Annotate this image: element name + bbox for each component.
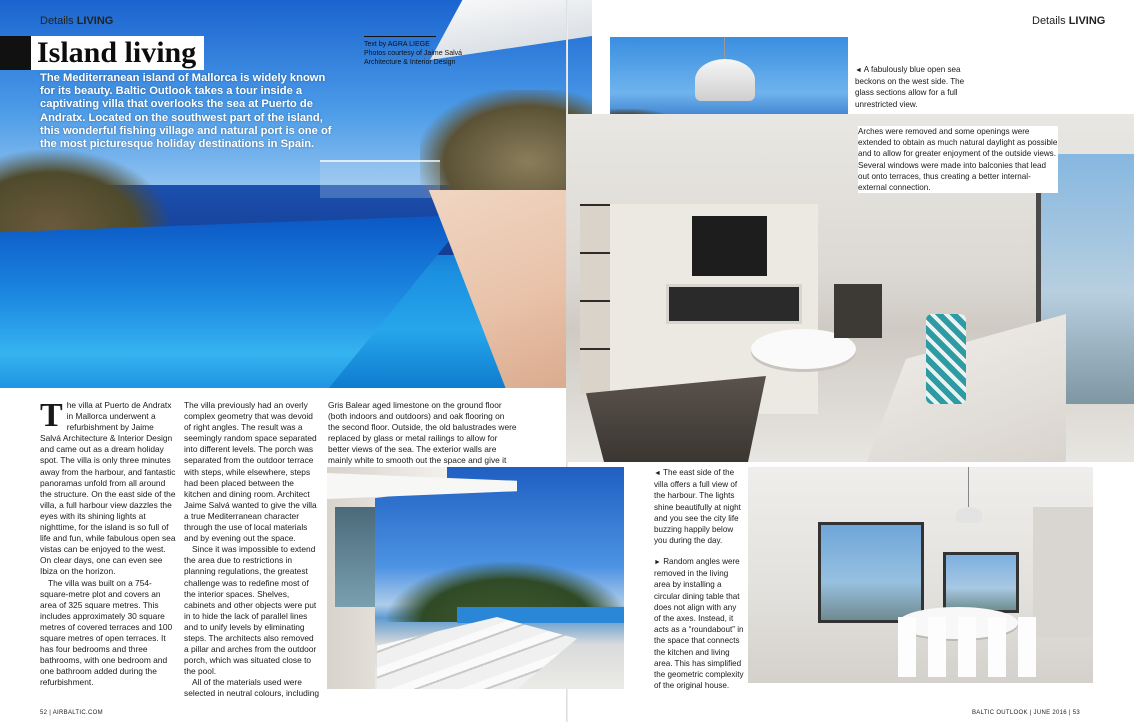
intro-paragraph: The Mediterranean island of Mallorca is widely known for its beauty. Baltic Outlook takes a tour inside a captivating villa that overlooks the sea at Puerto de Andratx. Located on the southwest part of the island, this wonderful fishing village and natural port is one of the most picturesque holiday destinations in Spain. — [40, 72, 332, 151]
credit-rule — [364, 36, 436, 37]
section-label-left — [40, 15, 113, 27]
title-box — [31, 36, 204, 70]
body-paragraph: Since it was impossible to extend the area due to restrictions in planning regulations, the greatest challenge was to redefine most of the interior spaces. Shelves, cabinets and other objects were put in to hide the lack of parallel lines and to unify levels by eliminating steps. The architects also removed a pillar and arches from the outdoor porch, which was situated close to the pool. — [184, 544, 317, 677]
body-paragraph: The villa was built on a 754-square-metre plot and covers an area of 325 square metres. This includes approximately 30 square metres of covered terraces and 100 square metres of open terraces. It has four bedrooms and three bathrooms, with one bedroom and one bathroom added during the refurbishment. — [40, 577, 173, 688]
living-tv — [692, 216, 767, 276]
body-paragraph: The villa previously had an overly complex geometry that was devoid of right angles. The result was a seemingly random space separated into different levels. The porch was separated from the outdoor terrace with steps, while elsewhere, steps had been placed between the kitchen and dining room. Architect Jaime Salvá wanted to give the villa a true Mediterranean character through the use of local materials and by evening out the space. — [184, 400, 317, 544]
caption-random-angles — [654, 556, 744, 691]
lamp-cord — [724, 37, 725, 59]
caption-arrow-right-icon: ► — [654, 559, 661, 566]
section-name: LIVING — [1068, 15, 1106, 27]
dining-window-2 — [943, 552, 1019, 613]
living-sofa — [866, 314, 1066, 462]
hero-glass-railing — [320, 160, 440, 198]
body-column-2 — [184, 400, 320, 700]
caption-text: Random angles were removed in the living area by installing a circular dining table that does not align with any of the axes. Instead, it acts as a “roundabout” in the space that connects the kitchen and living area. This has simplified the geometric complexity of the original house. — [654, 557, 744, 691]
section-name: LIVING — [76, 15, 114, 27]
villa-sun-loungers — [377, 617, 577, 689]
body-paragraph — [40, 397, 176, 578]
caption-text: The east side of the villa offers a full view of the harbour. The lights shine beautifully at night and you see the city life buzzing happily below you during the day. — [654, 468, 741, 546]
caption-arrow-left-icon: ◄ — [855, 67, 862, 74]
caption-east-side — [654, 467, 744, 546]
folio-left: 52 | AIRBALTIC.COM — [40, 710, 103, 716]
drop-cap: T — [40, 397, 63, 434]
section-prefix: Details — [1032, 15, 1066, 27]
body-paragraph: Gris Balear aged limestone on the ground floor (both indoors and outdoors) and oak flooring on the second floor. Outside, the old balustrades were replaced by glass or metal railings to allow for better views of the sea. The exterior walls are mainly white to smooth out the space and give it — [328, 400, 517, 466]
title-accent-bar — [0, 36, 34, 70]
credit-photos: Photos courtesy of Jaime Salvá — [364, 50, 463, 57]
section-prefix: Details — [40, 15, 74, 27]
pendant-lamp — [695, 59, 755, 101]
living-shelves — [580, 204, 610, 394]
credit-author: Text by AGRA LIEGE — [364, 41, 430, 48]
photo-credit — [364, 40, 484, 67]
caption-sea-view — [855, 64, 967, 110]
body-column-1 — [40, 397, 176, 688]
villa-window — [335, 507, 375, 607]
dining-chairs — [898, 617, 1048, 677]
pendant-lamp — [956, 507, 982, 523]
article-title: Island living — [37, 36, 197, 69]
caption-arches: Arches were removed and some openings were extended to obtain as much natural daylight as possible and to allow for greater enjoyment of the outside views. Several windows were made into balconies that lead out onto terraces, thus creating a better internal-external connection. — [858, 127, 1058, 193]
hero-infinity-pool — [0, 215, 470, 388]
living-cushion — [926, 314, 966, 404]
living-fireplace — [666, 284, 802, 324]
body-column-3 — [328, 400, 518, 478]
credit-firm: Architecture & Interior Design — [364, 59, 456, 66]
dining-area-photo — [748, 467, 1093, 683]
dining-window — [818, 522, 924, 623]
living-armchair — [834, 284, 882, 338]
villa-terrace-photo — [327, 467, 624, 689]
section-label-right — [1032, 15, 1105, 27]
caption-arrow-left-icon: ◄ — [654, 470, 661, 477]
folio-right: BALTIC OUTLOOK | JUNE 2016 | 53 — [972, 710, 1081, 716]
pendant-cord — [968, 467, 969, 507]
caption-text: A fabulously blue open sea beckons on the west side. The glass sections allow for a full unrestricted view. — [855, 65, 965, 109]
body-paragraph: All of the materials used were selected in neutral colours, including — [184, 677, 320, 699]
body-text: he villa at Puerto de Andratx in Mallorca underwent a refurbishment by Jaime Salvá Architecture & Interior Design and came out as a dream holiday spot. The villa is only three minutes away from the harbour, and fantastic panoramas unfold from all around the structure. On the east side of the villa, a full harbour view dazzles the eyes with its shining lights at nighttime, for the island is so full of life and fun, while fabulous open sea vistas can be enjoyed to the west. On clear days, one can even see Ibiza on the horizon. — [40, 400, 176, 577]
